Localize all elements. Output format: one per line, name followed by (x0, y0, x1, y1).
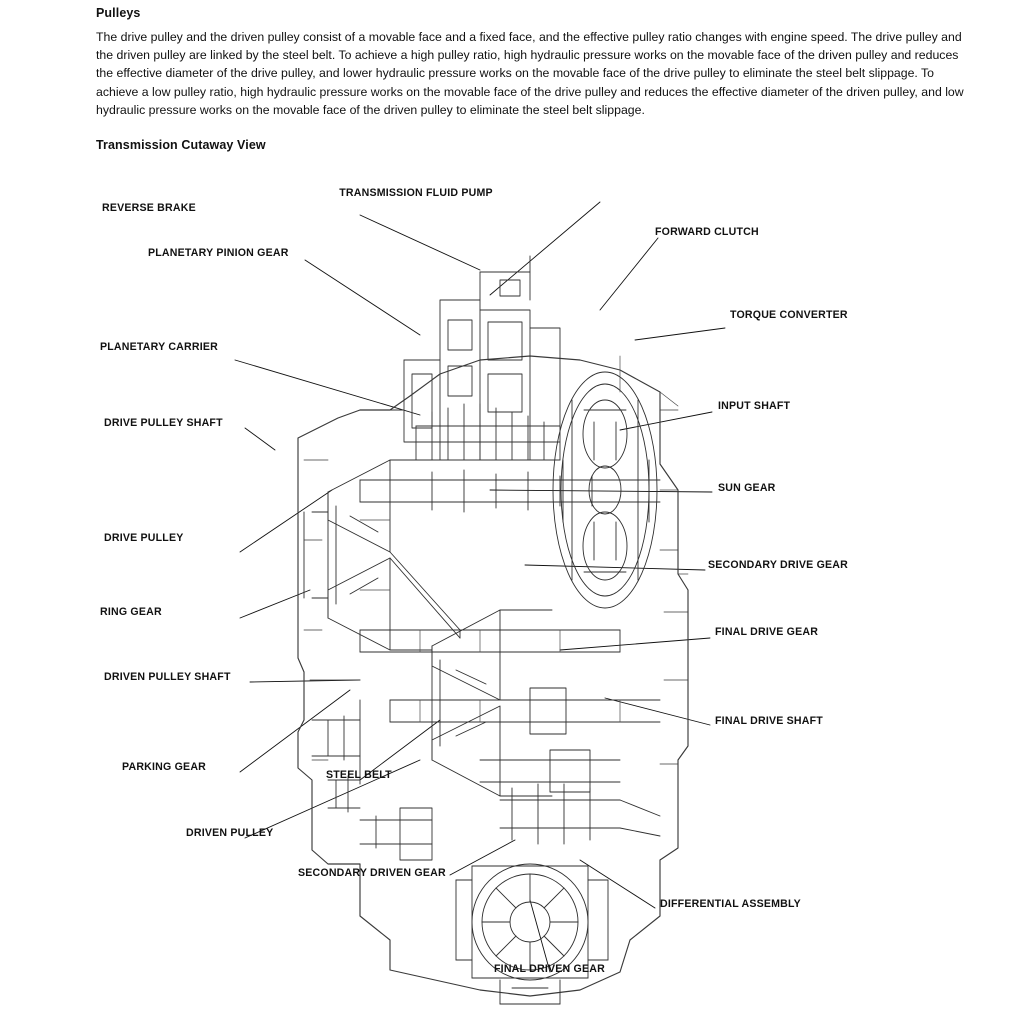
pulleys-body-paragraph: The drive pulley and the driven pulley consist of a movable face and a fixed face, and the effective pulley ratio changes with engine speed. The drive pulley and the driven pulley are linked by the steel belt. To achieve a high pulley ratio, high hydraulic pressure works on the movable face of the driven pulley and reduces the effective diameter of the drive pulley, and lower hydraulic pressure works on the movable face of the drive pulley to eliminate the steel belt slippage. To achieve a low pulley ratio, high hydraulic pressure works on the movable face of the drive pulley and reduces the effective diameter of the driven pulley, and low hydraulic pressure works on the movable face of the driven pulley to eliminate the steel belt slippage. (96, 30, 964, 117)
callout-label-input-shaft: INPUT SHAFT (718, 400, 791, 412)
callout-label-sun-gear: SUN GEAR (718, 482, 776, 494)
transmission-cutaway-diagram (60, 160, 980, 1005)
callout-label-drive-pulley: DRIVE PULLEY (104, 532, 184, 544)
transmission-cutaway-view-heading: Transmission Cutaway View (96, 138, 266, 152)
callout-label-driven-pulley-shaft: DRIVEN PULLEY SHAFT (104, 671, 231, 683)
callout-label-forward-clutch: FORWARD CLUTCH (655, 226, 759, 238)
callout-label-drive-pulley-shaft: DRIVE PULLEY SHAFT (104, 417, 223, 429)
callout-label-steel-belt: STEEL BELT (326, 769, 392, 781)
callout-label-reverse-brake: REVERSE BRAKE (102, 202, 196, 214)
callout-label-transmission-fluid-pump: TRANSMISSION FLUID PUMP (339, 187, 493, 199)
callout-label-differential-assembly: DIFFERENTIAL ASSEMBLY (660, 898, 801, 910)
callout-label-secondary-driven-gear: SECONDARY DRIVEN GEAR (298, 867, 446, 879)
pulleys-heading: Pulleys (96, 6, 141, 20)
callout-label-secondary-drive-gear: SECONDARY DRIVE GEAR (708, 559, 848, 571)
callout-label-planetary-carrier: PLANETARY CARRIER (100, 341, 218, 353)
callout-label-ring-gear: RING GEAR (100, 606, 162, 618)
callout-label-final-drive-gear: FINAL DRIVE GEAR (715, 626, 819, 638)
callout-label-driven-pulley: DRIVEN PULLEY (186, 827, 274, 839)
callout-label-planetary-pinion-gear: PLANETARY PINION GEAR (148, 247, 289, 259)
cutaway-drawing (60, 160, 980, 1005)
callout-label-parking-gear: PARKING GEAR (122, 761, 207, 773)
callout-label-final-driven-gear: FINAL DRIVEN GEAR (494, 963, 605, 975)
callout-label-final-drive-shaft: FINAL DRIVE SHAFT (715, 715, 823, 727)
callout-label-torque-converter: TORQUE CONVERTER (730, 309, 848, 321)
